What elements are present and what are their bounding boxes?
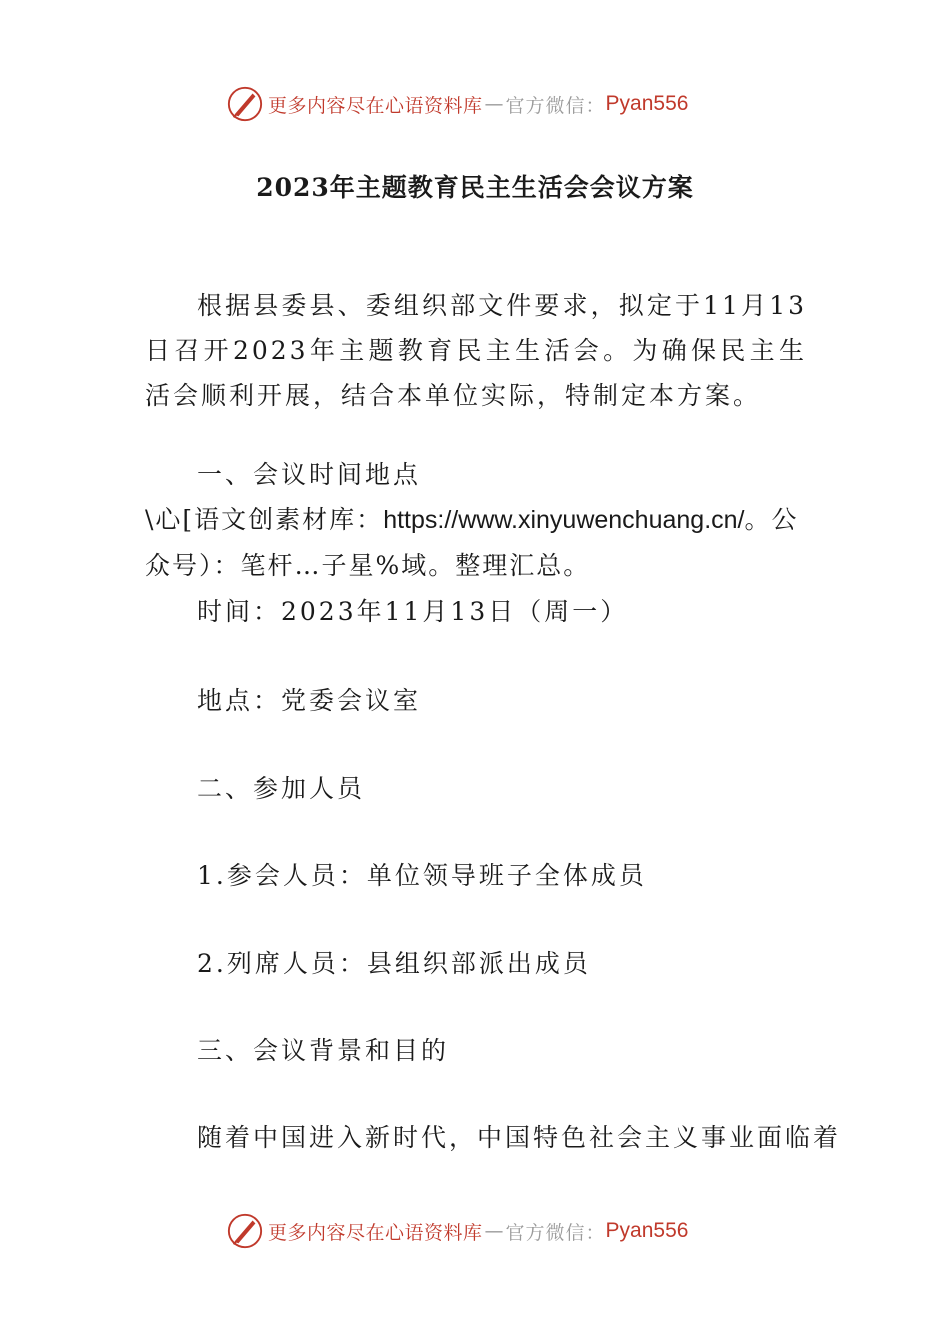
- quill-logo-icon: [226, 1212, 264, 1250]
- document-title: 2023年主题教育民主生活会会议方案: [256, 173, 694, 202]
- header-banner: [226, 84, 688, 124]
- source-note-suffix: 。公众号）：笔杆…子星%域。整理汇总。: [145, 505, 799, 580]
- section3-heading: 三、会议背景和目的: [197, 1036, 450, 1065]
- attendees-line: 1.参会人员：单位领导班子全体成员: [197, 861, 647, 890]
- meeting-time: 时间：2023年11月13日（周一）: [197, 597, 629, 626]
- section1-heading: 一、会议时间地点: [197, 460, 422, 489]
- background-paragraph: 随着中国进入新时代，中国特色社会主义事业面临着: [197, 1123, 842, 1152]
- header-wechat-label: 官方微信：: [505, 94, 606, 117]
- footer-banner: [226, 1211, 688, 1251]
- source-note-prefix: \心[语文创素材库：: [145, 505, 384, 534]
- source-note: [145, 497, 807, 588]
- header-slogan: 更多内容尽在心语资料库: [268, 94, 483, 117]
- source-note-url[interactable]: https://www.xinyuwenchuang.cn/: [383, 506, 745, 534]
- observers-line: 2.列席人员：县组织部派出成员: [197, 949, 591, 978]
- quill-logo-icon: [226, 85, 264, 123]
- meeting-place: 地点：党委会议室: [197, 686, 422, 715]
- header-wechat-id: Pyan556: [605, 92, 689, 115]
- intro-paragraph: 根据县委县、委组织部文件要求，拟定于11月13日召开2023年主题教育民主生活会。为确保民主生活会顺利开展，结合本单位实际，特制定本方案。: [145, 291, 807, 410]
- section2-heading: 二、参加人员: [197, 774, 366, 803]
- header-dash: —: [484, 93, 504, 115]
- footer-dash: —: [484, 1220, 504, 1242]
- footer-slogan: 更多内容尽在心语资料库: [268, 1221, 483, 1244]
- footer-wechat-id: Pyan556: [605, 1219, 689, 1242]
- footer-wechat-label: 官方微信：: [505, 1221, 606, 1244]
